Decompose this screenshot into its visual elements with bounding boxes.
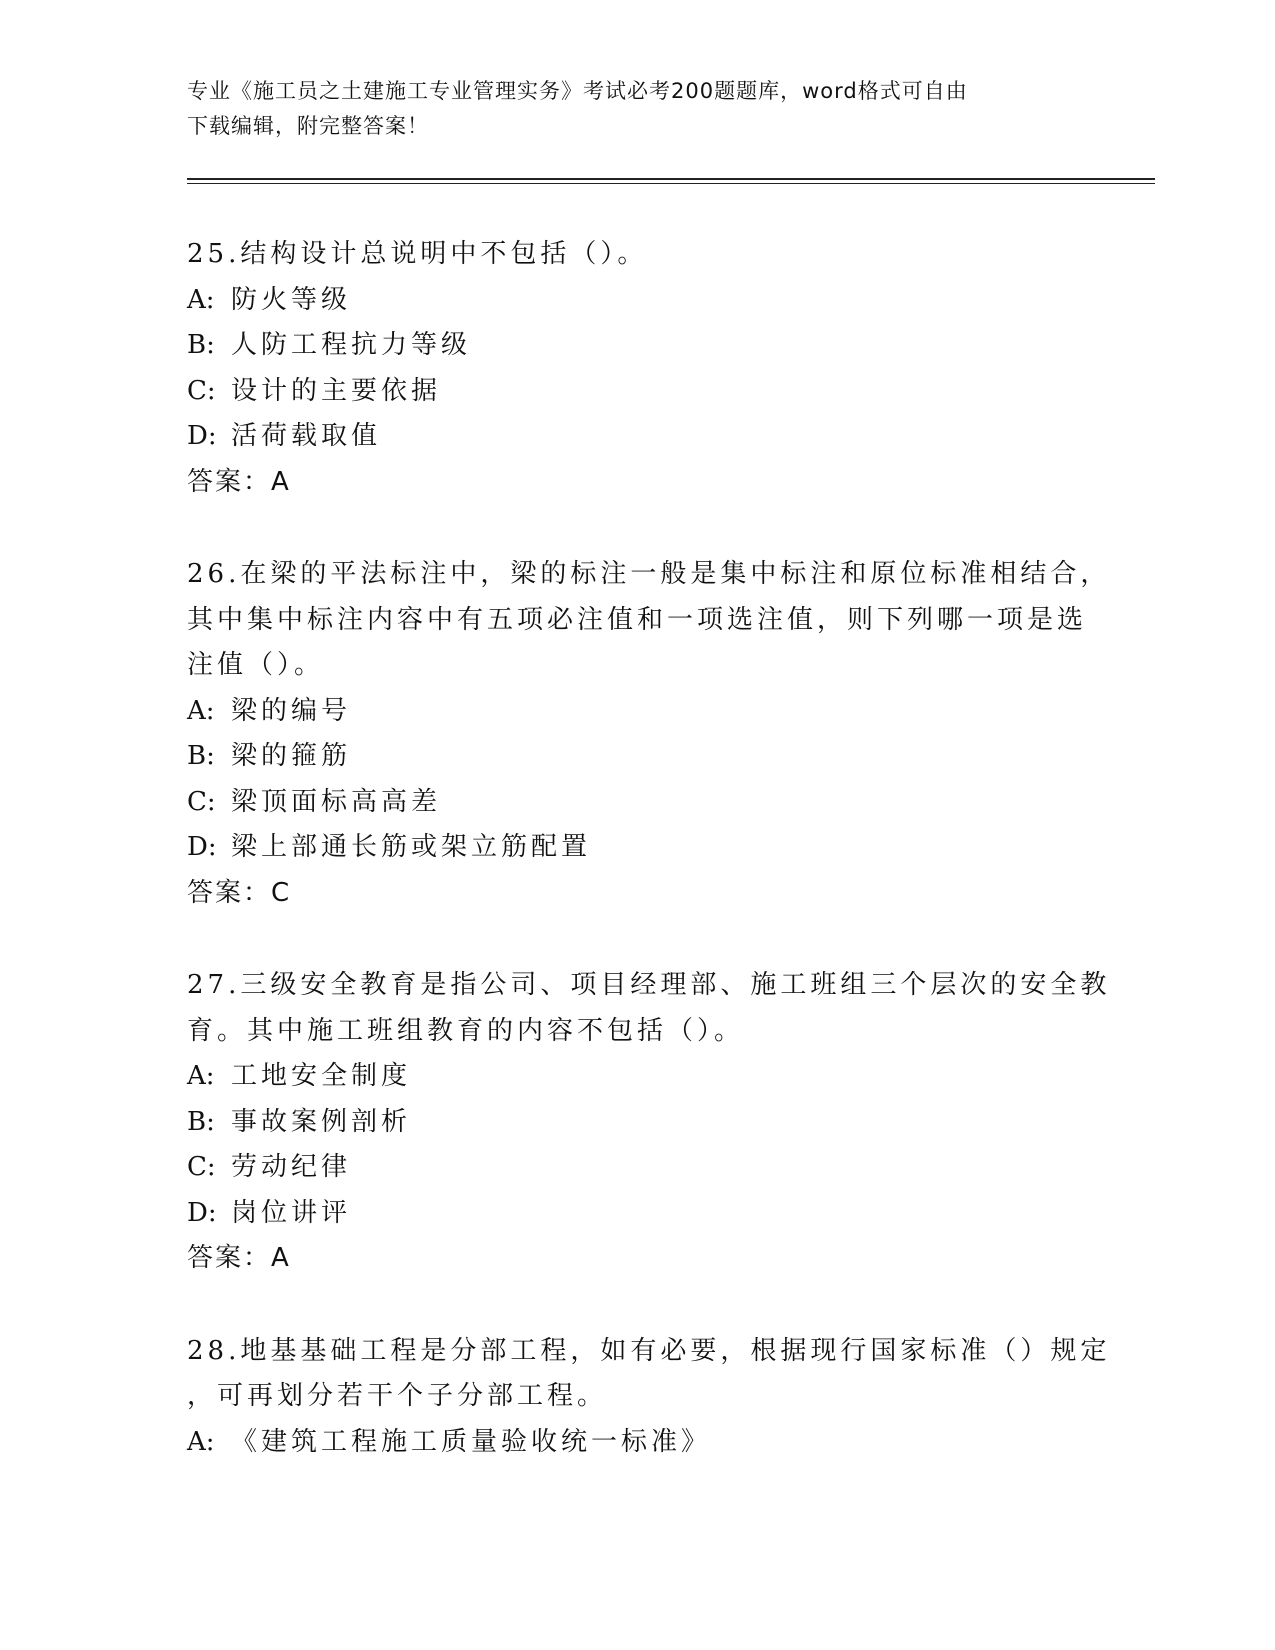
option-letter: A: [187, 1426, 215, 1457]
question-28 [187, 1329, 1111, 1466]
question-26 [187, 552, 1111, 916]
question-text: ，可再划分若干个子分部工程。 [187, 1381, 608, 1411]
option-d [187, 414, 1087, 460]
header-divider [187, 178, 1155, 180]
question-text: 26.在梁的平法标注中，梁的标注一般是集中标注和原位标准相结合， [187, 559, 1111, 589]
option-a [187, 1420, 1087, 1466]
question-text: 其中集中标注内容中有五项必注值和一项选注值，则下列哪一项是选 [187, 604, 1088, 635]
option-a [187, 278, 1087, 324]
option-d [187, 825, 1087, 871]
option-d [187, 1191, 1087, 1237]
option-a [187, 689, 1087, 735]
answer-line: 答案：C [187, 877, 292, 908]
option-c [187, 780, 1087, 826]
option-text: 梁上部通长筋或架立筋配置 [231, 832, 592, 862]
option-letter: D: [187, 832, 217, 862]
option-letter: C: [187, 786, 216, 817]
answer-line: 答案：A [187, 466, 291, 497]
option-b [187, 1100, 1087, 1146]
answer-line: 答案：A [187, 1243, 291, 1273]
option-letter: A: [187, 695, 215, 726]
option-text: 事故案例剖析 [231, 1106, 412, 1137]
header-divider-thin [187, 183, 1155, 184]
question-25 [187, 232, 1087, 505]
option-letter: B: [187, 741, 215, 771]
option-text: 梁顶面标高高差 [231, 786, 442, 817]
question-text: 28.地基基础工程是分部工程，如有必要，根据现行国家标准（）规定 [187, 1335, 1111, 1366]
option-text: 岗位讲评 [231, 1197, 352, 1228]
option-text: 设计的主要依据 [231, 375, 442, 406]
option-letter: A: [187, 284, 215, 315]
question-text: 注值（）。 [187, 650, 325, 680]
header-line-1: 专业《施工员之土建施工专业管理实务》考试必考200题题库，word格式可自由 [187, 79, 968, 103]
option-text: 人防工程抗力等级 [231, 330, 472, 360]
option-letter: D: [187, 421, 217, 451]
option-a [187, 1054, 1087, 1100]
question-text: 育。其中施工班组教育的内容不包括（）。 [187, 1015, 745, 1046]
option-letter: B: [187, 330, 215, 360]
document-header [187, 74, 1077, 144]
option-c [187, 1145, 1087, 1191]
question-text: 25.结构设计总说明中不包括（）。 [187, 239, 648, 269]
option-b [187, 323, 1087, 369]
option-letter: B: [187, 1106, 215, 1137]
option-text: 工地安全制度 [231, 1061, 412, 1091]
option-letter: A: [187, 1061, 215, 1091]
option-letter: D: [187, 1197, 217, 1228]
header-line-2: 下载编辑，附完整答案！ [187, 114, 429, 138]
option-text: 《建筑工程施工质量验收统一标准》 [231, 1426, 712, 1457]
option-text: 梁的箍筋 [231, 741, 352, 771]
option-text: 劳动纪律 [231, 1152, 352, 1182]
option-text: 活荷载取值 [231, 421, 382, 451]
option-text: 梁的编号 [231, 695, 352, 726]
question-text: 27.三级安全教育是指公司、项目经理部、施工班组三个层次的安全教 [187, 970, 1111, 1000]
option-letter: C: [187, 1152, 216, 1182]
question-list [187, 232, 1111, 1512]
option-c [187, 369, 1087, 415]
option-text: 防火等级 [231, 284, 352, 315]
question-27 [187, 963, 1111, 1282]
option-letter: C: [187, 375, 216, 406]
option-b [187, 734, 1087, 780]
